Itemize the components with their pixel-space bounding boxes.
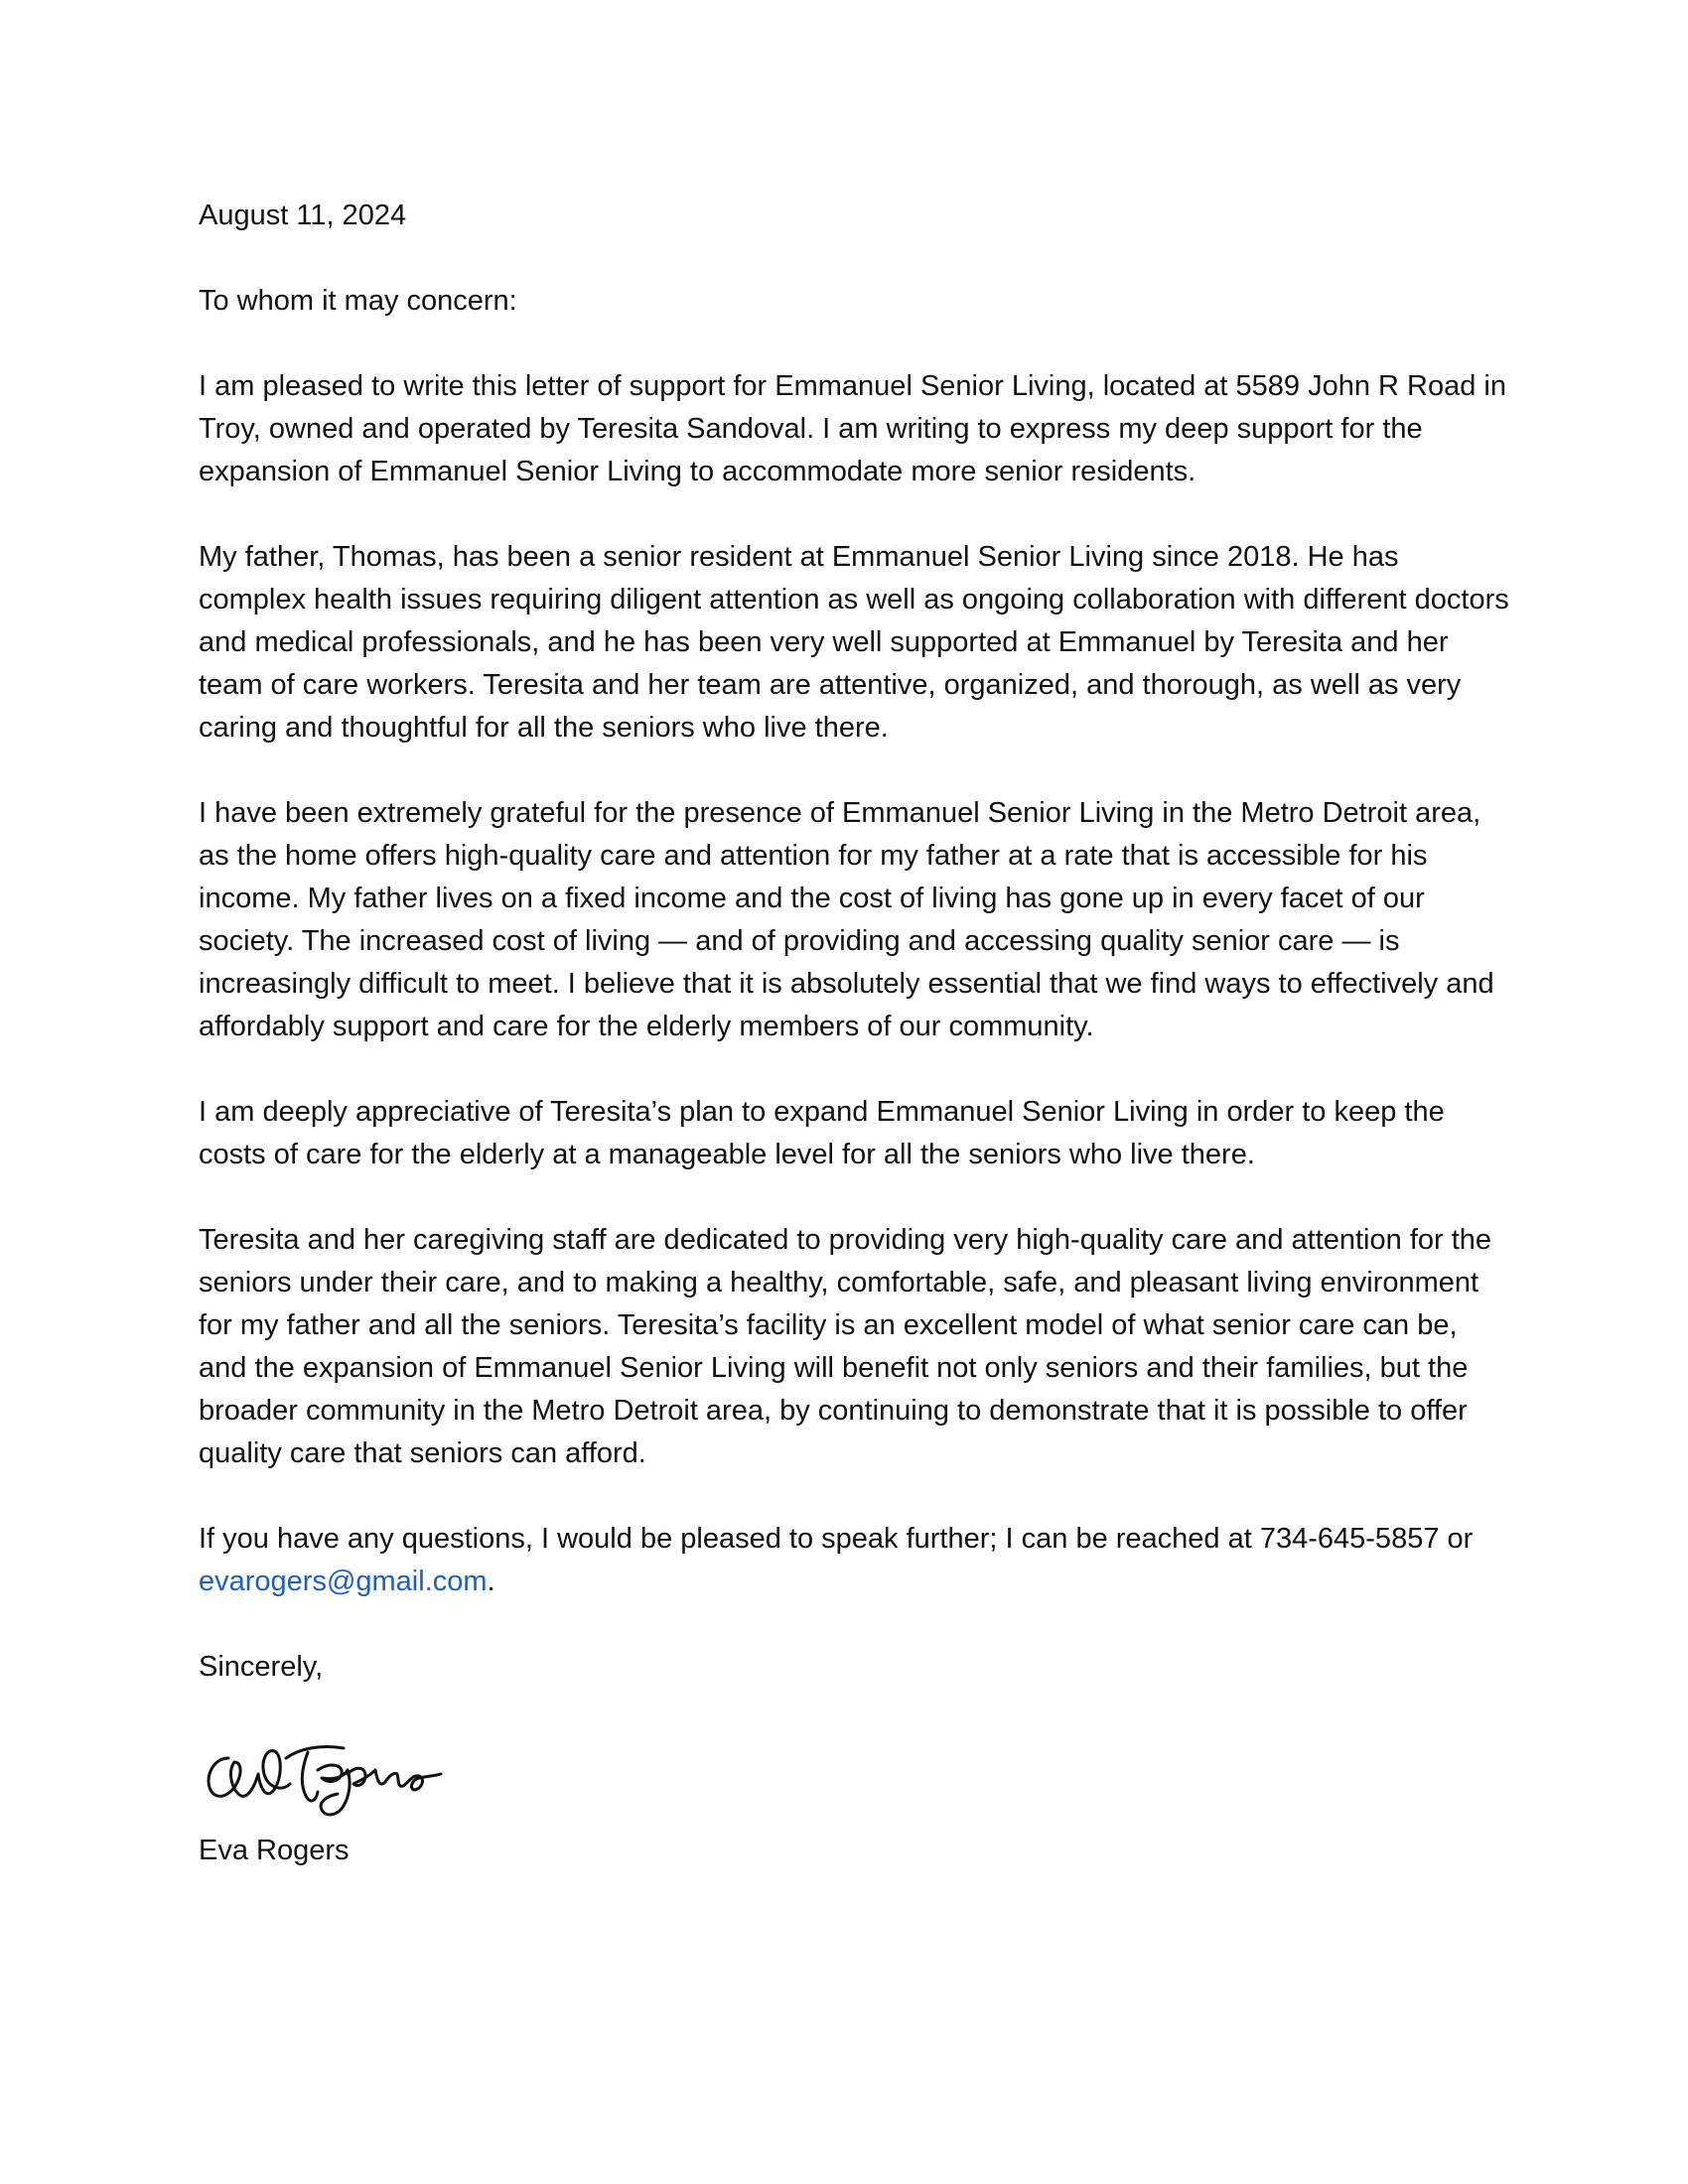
paragraph-text: I have been extremely grateful for the presence of Emmanuel Senior Living in the Metro Detroit area, as the home offers high-quality care and attention for my father at a rate that is accessible for his income. My father lives on a fixed income and the cost of living has gone up in every facet of our society. The increased cost of living — and of providing and accessing quality senior care — is increasingly difficult to meet. I believe that it is absolutely essential that we find ways to effectively and affordably support and care for the elderly members of our community. xyxy=(199,797,1494,1042)
paragraph-text: I am pleased to write this letter of support for Emmanuel Senior Living, located at 5589 John R Road in Troy, owned and operated by Teresita Sandoval. I am writing to express my deep support for the expansion of Emmanuel Senior Living to accommodate more senior residents. xyxy=(199,370,1506,487)
signer-name: Eva Rogers xyxy=(199,1835,350,1866)
closing: Sincerely, xyxy=(199,1651,324,1683)
paragraph xyxy=(199,1219,1509,1475)
paragraph-text: My father, Thomas, has been a senior resident at Emmanuel Senior Living since 2018. He has complex health issues requiring diligent attention as well as ongoing collaboration with different doctors and medical professionals, and he has been very well supported at Emmanuel by Teresita and her team of care workers. Teresita and her team are attentive, organized, and thorough, as well as very caring and thoughtful for all the seniors who live there. xyxy=(199,541,1509,744)
contact-paragraph xyxy=(199,1518,1509,1603)
email-link[interactable]: evarogers@gmail.com xyxy=(199,1566,488,1597)
paragraph xyxy=(199,536,1509,750)
signature xyxy=(199,1718,447,1828)
paragraph-text: Teresita and her caregiving staff are dedicated to providing very high-quality care and attention for the seniors under their care, and to making a healthy, comfortable, safe, and pleasant living environment for my father and all the seniors. Teresita’s facility is an excellent model of what senior care can be, and the expansion of Emmanuel Senior Living will benefit not only seniors and their families, but the broader community in the Metro Detroit area, by continuing to demonstrate that it is possible to offer quality care that seniors can afford. xyxy=(199,1224,1492,1469)
salutation: To whom it may concern: xyxy=(199,285,517,317)
contact-text-after: . xyxy=(487,1566,495,1597)
letter-body xyxy=(199,195,1509,1872)
contact-text-before: If you have any questions, I would be pleased to speak further; I can be reached at 734-645-5857 or xyxy=(199,1523,1474,1555)
letter-date: August 11, 2024 xyxy=(199,200,407,231)
paragraph-text: I am deeply appreciative of Teresita’s plan to expand Emmanuel Senior Living in order to keep the costs of care for the elderly at a manageable level for all the seniors who live there. xyxy=(199,1096,1445,1170)
paragraph xyxy=(199,365,1509,493)
paragraph xyxy=(199,1091,1509,1176)
contact-text xyxy=(199,1518,1509,1603)
paragraph xyxy=(199,792,1509,1048)
